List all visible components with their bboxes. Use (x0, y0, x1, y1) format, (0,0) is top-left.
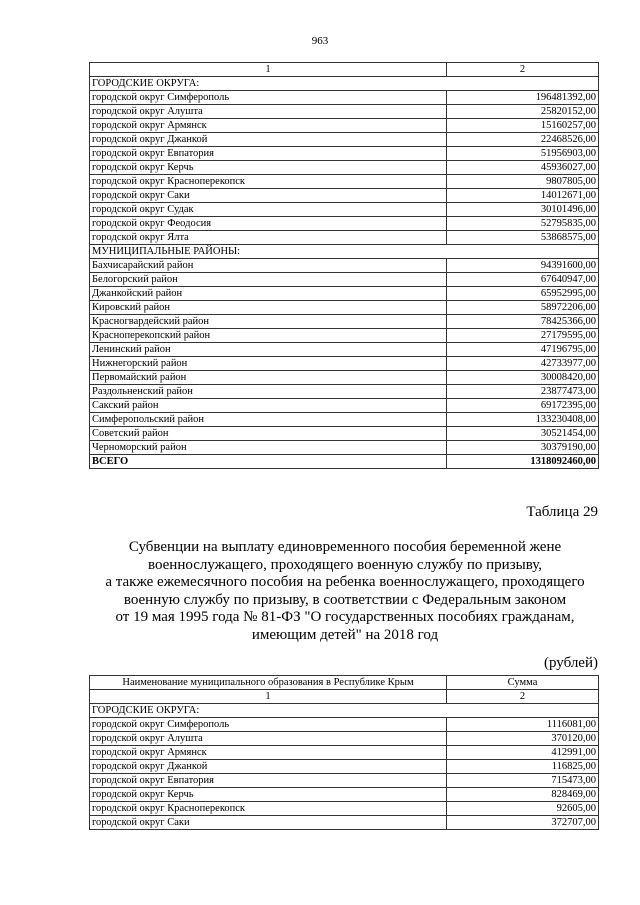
municipality-name: городской округ Армянск (90, 119, 447, 133)
subsidy-table-29 (89, 675, 599, 830)
amount: 30101496,00 (447, 203, 599, 217)
municipality-name: городской округ Джанкой (90, 133, 447, 147)
municipality-name: городской округ Керчь (90, 161, 447, 175)
table-row (90, 413, 599, 427)
municipality-name: Красноперекопский район (90, 329, 447, 343)
table-row (90, 385, 599, 399)
amount: 22468526,00 (447, 133, 599, 147)
municipality-name: Советский район (90, 427, 447, 441)
amount: 412991,00 (447, 746, 599, 760)
municipality-name: Черноморский район (90, 441, 447, 455)
municipality-name: городской округ Красноперекопск (90, 175, 447, 189)
amount: 65952995,00 (447, 287, 599, 301)
amount: 1116081,00 (447, 718, 599, 732)
table-row (90, 91, 599, 105)
municipality-name: Белогорский район (90, 273, 447, 287)
column-number: 1 (90, 63, 447, 77)
municipality-name: Кировский район (90, 301, 447, 315)
title-line: от 19 мая 1995 года № 81-ФЗ "О государственных пособиях гражданам, (115, 609, 575, 626)
amount: 30008420,00 (447, 371, 599, 385)
amount: 92605,00 (447, 802, 599, 816)
amount: 828469,00 (447, 788, 599, 802)
table-row (90, 441, 599, 455)
amount: 58972206,00 (447, 301, 599, 315)
municipality-name: городской округ Евпатория (90, 774, 447, 788)
amount: 27179595,00 (447, 329, 599, 343)
amount: 30521454,00 (447, 427, 599, 441)
subsidy-table-continued (89, 62, 599, 469)
table-row (90, 175, 599, 189)
table-row (90, 189, 599, 203)
amount: 372707,00 (447, 816, 599, 830)
amount: 94391600,00 (447, 259, 599, 273)
header-row (90, 690, 599, 704)
unit-label: (рублей) (543, 655, 598, 671)
amount: 14012671,00 (447, 189, 599, 203)
table-row (90, 774, 599, 788)
title-line: а также ежемесячного пособия на ребенка военнослужащего, проходящего (105, 574, 585, 591)
municipality-name: городской округ Судак (90, 203, 447, 217)
municipality-name: Джанкойский район (90, 287, 447, 301)
table-row (90, 760, 599, 774)
amount: 53868575,00 (447, 231, 599, 245)
municipality-name: Бахчисарайский район (90, 259, 447, 273)
table-row (90, 287, 599, 301)
table-row (90, 105, 599, 119)
amount: 15160257,00 (447, 119, 599, 133)
column-number: 2 (447, 690, 599, 704)
title-line: Субвенции на выплату единовременного пособия беременной жене (128, 539, 562, 555)
title-line: военную службу по призыву, в соответствии с Федеральным законом (123, 591, 567, 608)
table-row (90, 399, 599, 413)
amount: 45936027,00 (447, 161, 599, 175)
municipality-name: городской округ Армянск (90, 746, 447, 760)
table-row (90, 343, 599, 357)
amount: 370120,00 (447, 732, 599, 746)
municipality-name: городской округ Саки (90, 189, 447, 203)
municipality-name: городской округ Алушта (90, 105, 447, 119)
municipality-name: Симферопольский район (90, 413, 447, 427)
municipality-name: Первомайский район (90, 371, 447, 385)
table-row (90, 231, 599, 245)
municipality-name: городской округ Красноперекопск (90, 802, 447, 816)
table-row (90, 746, 599, 760)
municipality-name: Нижнегорский район (90, 357, 447, 371)
municipality-name: Красногвардейский район (90, 315, 447, 329)
column-number: 2 (447, 63, 599, 77)
table-number: Таблица 29 (526, 504, 598, 520)
section-label: МУНИЦИПАЛЬНЫЕ РАЙОНЫ: (90, 245, 599, 259)
table-row (90, 161, 599, 175)
amount: 51956903,00 (447, 147, 599, 161)
amount: 715473,00 (447, 774, 599, 788)
section-label: ГОРОДСКИЕ ОКРУГА: (90, 77, 599, 91)
municipality-name: городской округ Ялта (90, 231, 447, 245)
column-header: Наименование муниципального образования в Республике Крым (90, 676, 447, 690)
table-row (90, 732, 599, 746)
table-row (90, 273, 599, 287)
total-row (90, 455, 599, 469)
header-row (90, 676, 599, 690)
section-row (90, 704, 599, 718)
amount: 52795835,00 (447, 217, 599, 231)
column-header: Сумма (447, 676, 599, 690)
section-row (90, 77, 599, 91)
table-row (90, 788, 599, 802)
amount: 47196795,00 (447, 343, 599, 357)
table-row (90, 718, 599, 732)
amount: 67640947,00 (447, 273, 599, 287)
page-number: 963 (311, 35, 329, 47)
table-row (90, 203, 599, 217)
table-row (90, 259, 599, 273)
amount: 133230408,00 (447, 413, 599, 427)
amount: 69172395,00 (447, 399, 599, 413)
municipality-name: Раздольненский район (90, 385, 447, 399)
total-label: ВСЕГО (90, 455, 447, 469)
amount: 9807805,00 (447, 175, 599, 189)
amount: 42733977,00 (447, 357, 599, 371)
amount: 78425366,00 (447, 315, 599, 329)
municipality-name: городской округ Симферополь (90, 718, 447, 732)
table-row (90, 357, 599, 371)
municipality-name: городской округ Саки (90, 816, 447, 830)
table-row (90, 217, 599, 231)
municipality-name: Ленинский район (90, 343, 447, 357)
municipality-name: городской округ Керчь (90, 788, 447, 802)
table-row (90, 371, 599, 385)
amount: 196481392,00 (447, 91, 599, 105)
municipality-name: городской округ Джанкой (90, 760, 447, 774)
table-row (90, 147, 599, 161)
table-title (60, 539, 630, 645)
section-label: ГОРОДСКИЕ ОКРУГА: (90, 704, 599, 718)
table-row (90, 427, 599, 441)
table-row (90, 301, 599, 315)
title-line: имеющим детей" на 2018 год (251, 626, 439, 643)
table-row (90, 802, 599, 816)
municipality-name: городской округ Феодосия (90, 217, 447, 231)
amount: 25820152,00 (447, 105, 599, 119)
table-row (90, 816, 599, 830)
table-row (90, 315, 599, 329)
total-value: 1318092460,00 (447, 455, 599, 469)
table-row (90, 133, 599, 147)
column-number: 1 (90, 690, 447, 704)
municipality-name: городской округ Алушта (90, 732, 447, 746)
title-line: военнослужащего, проходящего военную службу по призыву, (147, 556, 543, 573)
municipality-name: городской округ Симферополь (90, 91, 447, 105)
table-row (90, 329, 599, 343)
municipality-name: городской округ Евпатория (90, 147, 447, 161)
amount: 30379190,00 (447, 441, 599, 455)
amount: 23877473,00 (447, 385, 599, 399)
section-row (90, 245, 599, 259)
table-row (90, 119, 599, 133)
header-row (90, 63, 599, 77)
municipality-name: Сакский район (90, 399, 447, 413)
amount: 116825,00 (447, 760, 599, 774)
